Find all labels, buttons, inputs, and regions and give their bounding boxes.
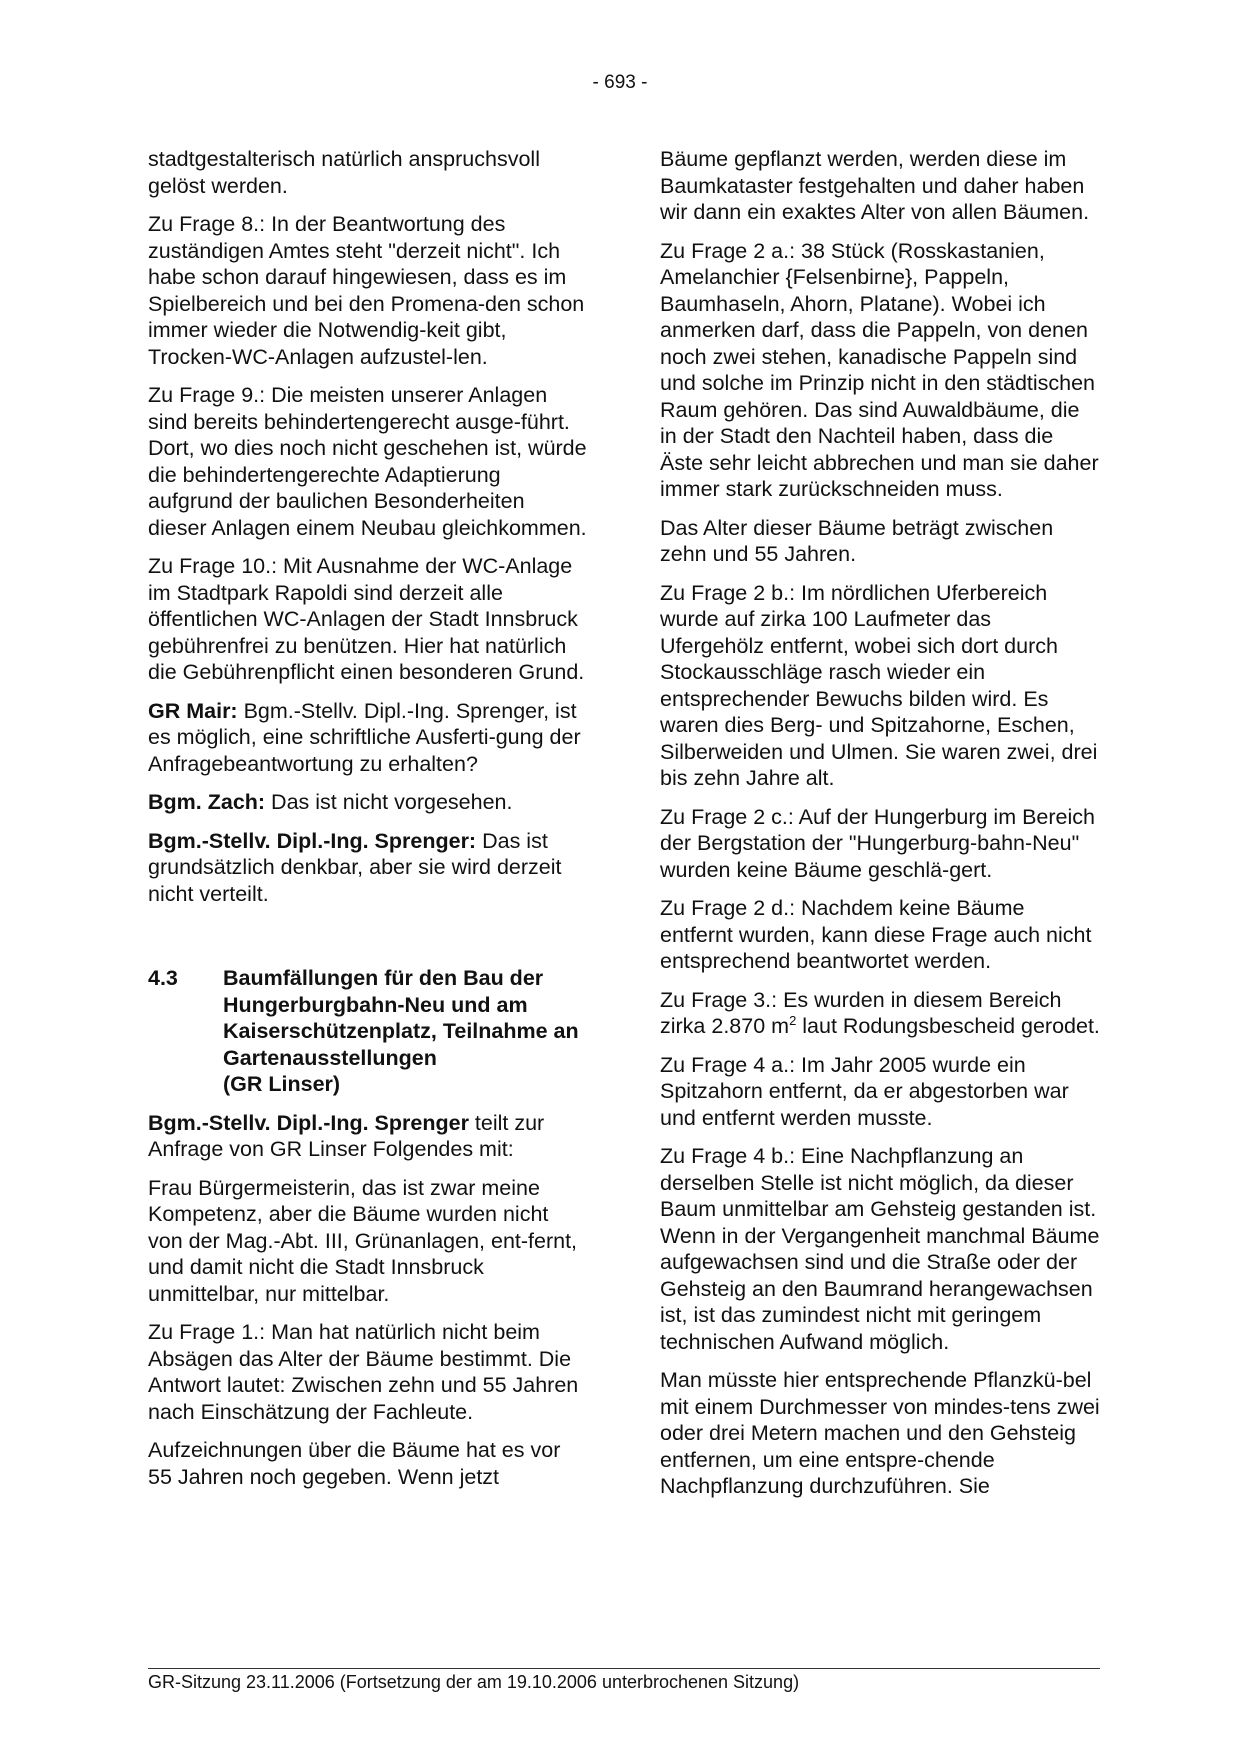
paragraph: Zu Frage 2 c.: Auf der Hungerburg im Bereich der Bergstation der "Hungerburg-bahn-Neu" wurden keine Bäume geschlä-gert. (660, 804, 1095, 882)
speech-paragraph (148, 698, 588, 778)
paragraph (660, 987, 1100, 1040)
paragraph: Zu Frage 9.: Die meisten unserer Anlagen sind bereits behindertengerecht ausge-führt. Dort, wo dies noch nicht geschehen ist, würde die behindertengerechte Adaptierung aufgrund der baulichen Besonderheiten dieser Anlagen einem Neubau gleichkommen. (148, 383, 587, 540)
paragraph: Zu Frage 2 d.: Nachdem keine Bäume entfernt wurden, kann diese Frage auch nicht entsprechend beantwortet werden. (660, 896, 1092, 973)
paragraph: Das Alter dieser Bäume beträgt zwischen zehn und 55 Jahren. (660, 515, 1054, 566)
speaker-name: GR Mair: (148, 698, 238, 723)
right-column (660, 146, 1100, 1512)
paragraph: Aufzeichnungen über die Bäume hat es vor 55 Jahren noch gegeben. Wenn jetzt (148, 1438, 561, 1489)
section-heading (148, 965, 588, 1098)
paragraph: Zu Frage 4 a.: Im Jahr 2005 wurde ein Spitzahorn entfernt, da er abgestorben war und entfernt werden musste. (660, 1052, 1069, 1130)
superscript: 2 (789, 1012, 797, 1028)
speaker-name: Bgm. Zach: (148, 790, 266, 814)
speech-paragraph (148, 1110, 588, 1163)
paragraph: Man müsste hier entsprechende Pflanzkü-bel mit einem Durchmesser von mindes-tens zwei oder drei Metern machen und den Gehsteig entfernen, um eine entspre-chende Nachpflanzung durchzuführen. Sie (660, 1368, 1100, 1498)
left-column (148, 146, 588, 1502)
page-number: - 693 - (592, 72, 648, 93)
section-number: 4.3 (148, 966, 178, 990)
speech-paragraph (148, 789, 588, 816)
paragraph: Zu Frage 8.: In der Beantwortung des zuständigen Amtes steht "derzeit nicht". Ich habe schon darauf hingewiesen, dass es im Spielbereich und bei den Promena-den schon immer wieder die Notwendig-keit gibt, Trocken-WC-Anlagen aufzustel-len. (148, 212, 585, 369)
footer-divider (148, 1668, 1100, 1669)
paragraph-text: Zu Frage 3.: Es wurden in diesem Bereich zirka 2.870 m (660, 987, 1062, 1038)
section-title-requester: (GR Linser) (223, 1072, 341, 1096)
speech-text: Das ist grundsätzlich denkbar, aber sie wird derzeit nicht verteilt. (148, 828, 562, 906)
paragraph: Zu Frage 2 b.: Im nördlichen Uferbereich wurde auf zirka 100 Laufmeter das Ufergehölz entfernt, wobei sich dort durch Stockausschläge rasch wieder ein entsprechender Bewuchs bilden wird. Es waren dies Berg- und Spitzahorne, Eschen, Silberweiden und Ulmen. Sie waren zwei, drei bis zehn Jahre alt. (660, 580, 1098, 790)
paragraph: Frau Bürgermeisterin, das ist zwar meine Kompetenz, aber die Bäume wurden nicht von der Mag.-Abt. III, Grünanlagen, ent-fernt, und damit nicht die Stadt Innsbruck unmittelbar, nur mittelbar. (148, 1175, 578, 1306)
footer-text: GR-Sitzung 23.11.2006 (Fortsetzung der am 19.10.2006 unterbrochenen Sitzung) (148, 1672, 800, 1692)
paragraph: Bäume gepflanzt werden, werden diese im Baumkataster festgehalten und daher haben wir dann ein exaktes Alter von allen Bäumen. (660, 147, 1090, 224)
speech-text: Das ist nicht vorgesehen. (265, 790, 513, 814)
speech-paragraph (148, 828, 588, 908)
paragraph: Zu Frage 2 a.: 38 Stück (Rosskastanien, Amelanchier {Felsenbirne}, Pappeln, Baumhaseln, Ahorn, Platane). Wobei ich anmerken darf, dass die Pappeln, von denen noch zwei stehen, kanadische Pappeln sind und solche im Prinzip nicht in den städtischen Raum gehören. Das sind Auwaldbäume, die in der Stadt den Nachteil haben, dass die Äste sehr leicht abbrechen und man sie daher immer stark zurückschneiden muss. (660, 238, 1099, 501)
section-title-main: Baumfällungen für den Bau der Hungerburgbahn-Neu und am Kaiserschützenplatz, Teilnahme an Gartenausstellungen (223, 966, 579, 1070)
paragraph-text: laut Rodungsbescheid gerodet. (796, 1014, 1100, 1038)
paragraph: Zu Frage 4 b.: Eine Nachpflanzung an derselben Stelle ist nicht möglich, da dieser Baum unmittelbar am Gehsteig gestanden ist. Wenn in der Vergangenheit manchmal Bäume aufgewachsen sind und die Straße oder der Gehsteig an den Baumrand herangewachsen ist, ist das zumindest nicht mit geringem technischen Aufwand möglich. (660, 1144, 1100, 1354)
speech-text: teilt zur Anfrage von GR Linser Folgendes mit: (148, 1110, 545, 1161)
speaker-name: Bgm.-Stellv. Dipl.-Ing. Sprenger (148, 1110, 469, 1135)
paragraph: Zu Frage 10.: Mit Ausnahme der WC-Anlage im Stadtpark Rapoldi sind derzeit alle öffentlichen WC-Anlagen der Stadt Innsbruck gebührenfrei zu benützen. Hier hat natürlich die Gebührenpflicht einen besonderen Grund. (148, 554, 585, 684)
speech-text: Bgm.-Stellv. Dipl.-Ing. Sprenger, ist es möglich, eine schriftliche Ausferti-gung der Anfragebeantwortung zu erhalten? (148, 698, 581, 776)
paragraph: stadtgestalterisch natürlich anspruchsvoll gelöst werden. (148, 147, 540, 198)
section-title (223, 965, 588, 1098)
paragraph: Zu Frage 1.: Man hat natürlich nicht beim Absägen das Alter der Bäume bestimmt. Die Antwort lautet: Zwischen zehn und 55 Jahren nach Einschätzung der Fachleute. (148, 1320, 579, 1424)
speaker-name: Bgm.-Stellv. Dipl.-Ing. Sprenger: (148, 828, 477, 853)
